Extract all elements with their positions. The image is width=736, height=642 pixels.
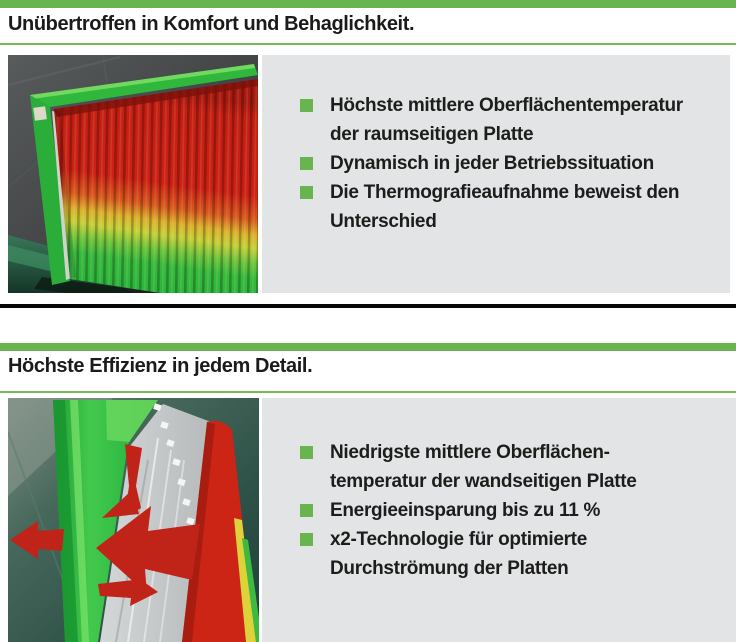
radiator-cross-section-graphic [8, 398, 259, 642]
section-accent-bar [0, 0, 736, 8]
bullet-panel-efficiency [262, 398, 736, 642]
green-square-bullet-icon [300, 504, 313, 517]
thermography-radiator-image [8, 55, 258, 293]
section-heading-comfort: Unübertroffen in Komfort und Behaglichkeit. [8, 13, 415, 35]
bullet-list [262, 398, 736, 583]
thermography-radiator-graphic [8, 55, 258, 293]
green-square-bullet-icon [300, 99, 313, 112]
bullet-item [300, 438, 736, 496]
wall-bracket [33, 106, 47, 121]
green-square-bullet-icon [300, 446, 313, 459]
cross-section-airflow-image [8, 398, 259, 642]
bullet-item [300, 496, 736, 525]
bullet-item [300, 149, 730, 178]
bullet-text: Energieeinsparung bis zu 11 % [330, 500, 601, 521]
bullet-item [300, 525, 736, 583]
bullet-text: Niedrigste mittlere Oberflächen- temperatur der wandseitigen Platte [330, 442, 637, 492]
section-accent-bar [0, 343, 736, 351]
green-square-bullet-icon [300, 157, 313, 170]
bullet-item [300, 178, 730, 236]
heading-underline [0, 391, 736, 393]
green-square-bullet-icon [300, 186, 313, 199]
bullet-text: Dynamisch in jeder Betriebssituation [330, 153, 654, 174]
bullet-list [262, 55, 730, 236]
heading-underline [0, 43, 736, 45]
section-heading-efficiency: Höchste Effizienz in jedem Detail. [8, 355, 313, 377]
section-divider [0, 304, 736, 308]
bullet-text: Höchste mittlere Oberflächentemperatur der raumseitigen Platte [330, 95, 683, 145]
bullet-panel-comfort [262, 55, 730, 293]
bullet-text: Die Thermografieaufnahme beweist den Unterschied [330, 182, 680, 232]
green-square-bullet-icon [300, 533, 313, 546]
bullet-text: x2-Technologie für optimierte Durchströmung der Platten [330, 529, 587, 579]
bullet-item [300, 91, 730, 149]
